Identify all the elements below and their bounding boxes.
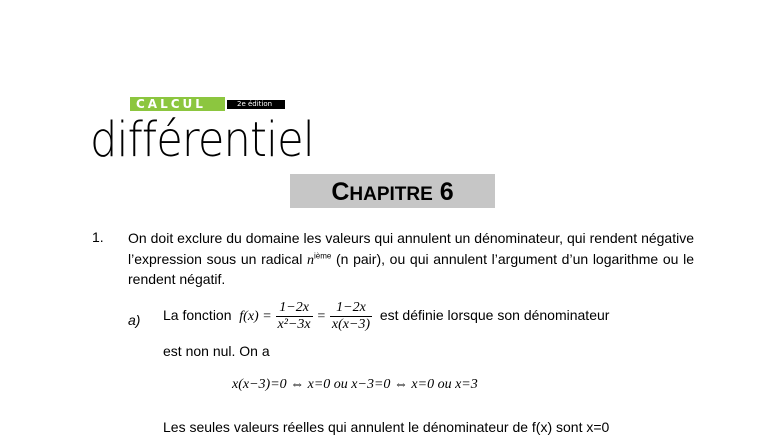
chapter-number: 6 (439, 178, 454, 206)
function-lhs: f(x) = (239, 309, 272, 325)
chapter-first-letter: C (331, 178, 350, 206)
subject-title: différentiel (90, 112, 314, 168)
conclusion-line: Les seules valeurs réelles qui annulent le dénominateur de f(x) sont x=0 (163, 419, 610, 435)
item-paragraph-text: On doit exclure du domaine les valeurs qui annulent un dénominateur, qui rendent négative l’expression sous un radical $n^{ième}$ (n pair), ou qui annulent l’argument d’un logarithme ou le rendent négatif. (128, 230, 694, 287)
item-paragraph (128, 229, 694, 288)
brand-calcul-bar (130, 97, 225, 111)
equation-line: x(x−3)=0 ⇔ x=0 ou x−3=0 ⇔ x=0 ou x=3 (232, 377, 478, 392)
fraction-1-numerator: 1−2x (279, 300, 309, 315)
line-two: est non nul. On a (163, 343, 270, 359)
brand-word: CALCUL (136, 97, 206, 111)
definition-tail: est définie lorsque son dénominateur (379, 307, 610, 324)
fraction-1 (276, 300, 313, 333)
item-number: 1. (92, 229, 104, 245)
fraction-2 (330, 300, 372, 333)
function-definition-line: La fonction f(x) = $\frac{1-2x}{\text{x²−3x}}$ = $\frac{1-2x}{x(x-3)}$ est définie lorsque son dénominateur (163, 300, 610, 332)
fraction-2-numerator: 1−2x (336, 300, 366, 315)
edition-badge (227, 100, 285, 109)
chapter-word: HAPITRE (349, 184, 433, 205)
fraction-2-denominator: x(x−3) (331, 317, 371, 332)
fraction-1-denominator: x²−3x (277, 317, 311, 332)
subpart-label: a) (128, 312, 141, 328)
edition-text: 2e édition (237, 100, 273, 108)
lead-text: La fonction (163, 307, 232, 324)
chapter-heading (290, 174, 495, 208)
